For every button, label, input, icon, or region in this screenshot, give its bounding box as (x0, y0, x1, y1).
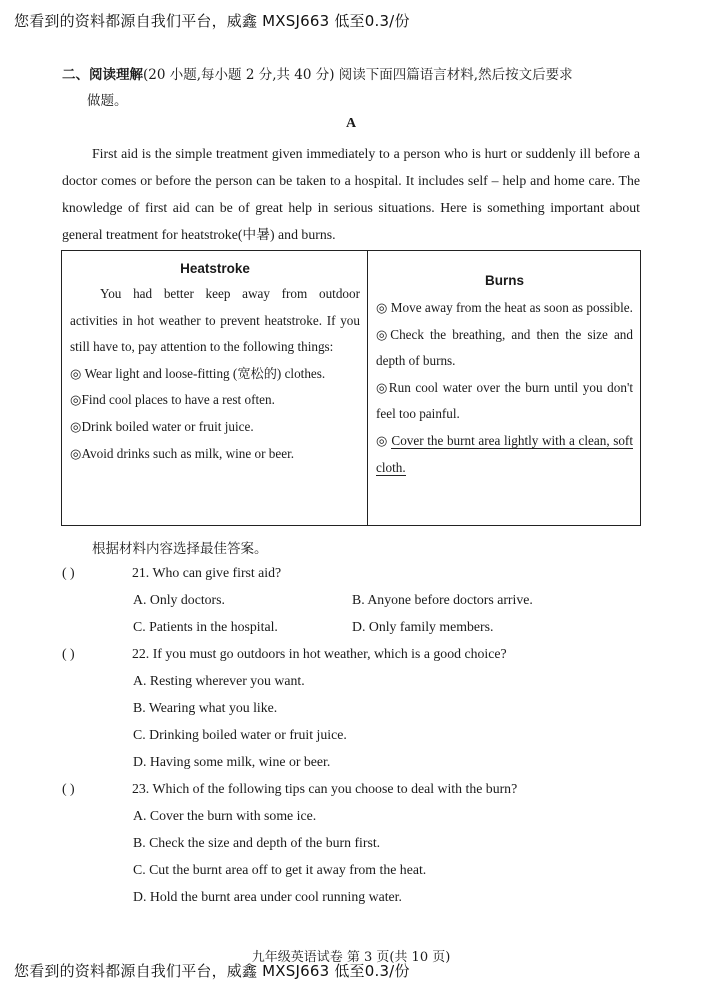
option-c: C. Drinking boiled water or fruit juice. (133, 727, 347, 742)
option-c: C. Patients in the hospital. (133, 619, 278, 634)
heatstroke-cell (62, 251, 368, 526)
option-d: D. Only family members. (352, 619, 494, 634)
section-heading-continuation: 做题。 (87, 93, 128, 109)
question-stem: 21. Who can give first aid? (132, 565, 282, 580)
question-21 (62, 565, 662, 581)
option-b: B. Anyone before doctors arrive. (352, 592, 533, 607)
option-a: A. Resting wherever you want. (133, 673, 305, 688)
question-stem: 23. Which of the following tips can you choose to deal with the burn? (132, 781, 518, 796)
question-instruction: 根据材料内容选择最佳答案。 (92, 541, 268, 557)
burns-title: Burns (484, 273, 524, 288)
burns-item-underlined (376, 428, 633, 481)
watermark-top: 您看到的资料都源自我们平台，威鑫 MXSJ663 低至0.3/份 (14, 12, 410, 30)
question-stem: 22. If you must go outdoors in hot weather, which is a good choice? (132, 646, 507, 661)
underlined-text: Cover the burnt area lightly with a clean, soft cloth. (376, 432, 633, 475)
burns-item: ◎Run cool water over the burn until you don't feel too painful. (376, 379, 633, 422)
option-d: D. Hold the burnt area under cool running water. (133, 889, 402, 904)
option-b: B. Wearing what you like. (133, 700, 278, 715)
answer-blank: ( ) (62, 781, 75, 796)
info-table (61, 250, 641, 526)
burns-item-marker: ◎ (376, 432, 392, 448)
answer-blank: ( ) (62, 565, 75, 580)
option-d: D. Having some milk, wine or beer. (133, 754, 331, 769)
page-footer: 九年级英语试卷 第 3 页(共 10 页) (251, 950, 451, 965)
section-heading (62, 62, 652, 114)
watermark-bottom: 您看到的资料都源自我们平台，威鑫 MXSJ663 低至0.3/份 (14, 962, 410, 980)
heatstroke-item: ◎ Wear light and loose-fitting (宽松的) clothes. (70, 365, 326, 381)
heatstroke-title: Heatstroke (180, 261, 250, 276)
heatstroke-paragraph: You had better keep away from outdoor activities in hot weather to prevent heatstroke. If you still have to, pay attention to the following things: (70, 286, 360, 355)
heatstroke-item: ◎Find cool places to have a rest often. (70, 392, 275, 408)
burns-item: ◎ Move away from the heat as soon as possible. (376, 300, 633, 315)
option-a: A. Cover the burn with some ice. (133, 808, 317, 823)
question-23 (62, 781, 662, 797)
option-c: C. Cut the burnt area off to get it away from the heat. (133, 862, 427, 877)
option-a: A. Only doctors. (133, 592, 225, 607)
burns-item: ◎Check the breathing, and then the size and depth of burns. (376, 326, 633, 369)
heatstroke-item: ◎Drink boiled water or fruit juice. (70, 418, 254, 434)
burns-cell (368, 251, 641, 526)
answer-blank: ( ) (62, 646, 75, 661)
passage-intro: First aid is the simple treatment given immediately to a person who is hurt or suddenly ill before a doctor comes or before the person can be taken to a hospital. It includes self – help and home care. The knowledge of first aid can be of great help in serious situations. Here is something important about general treatment for heatstroke(中暑) and burns. (62, 146, 640, 242)
heatstroke-item: ◎Avoid drinks such as milk, wine or beer. (70, 445, 295, 461)
section-heading-instructions: (20 小题,每小题 2 分,共 40 分) 阅读下面四篇语言材料,然后按文后要求 (143, 67, 573, 83)
option-b: B. Check the size and depth of the burn first. (133, 835, 381, 850)
passage-letter: A (345, 116, 357, 131)
question-22 (62, 646, 662, 662)
section-heading-label: 二、阅读理解 (62, 67, 143, 83)
